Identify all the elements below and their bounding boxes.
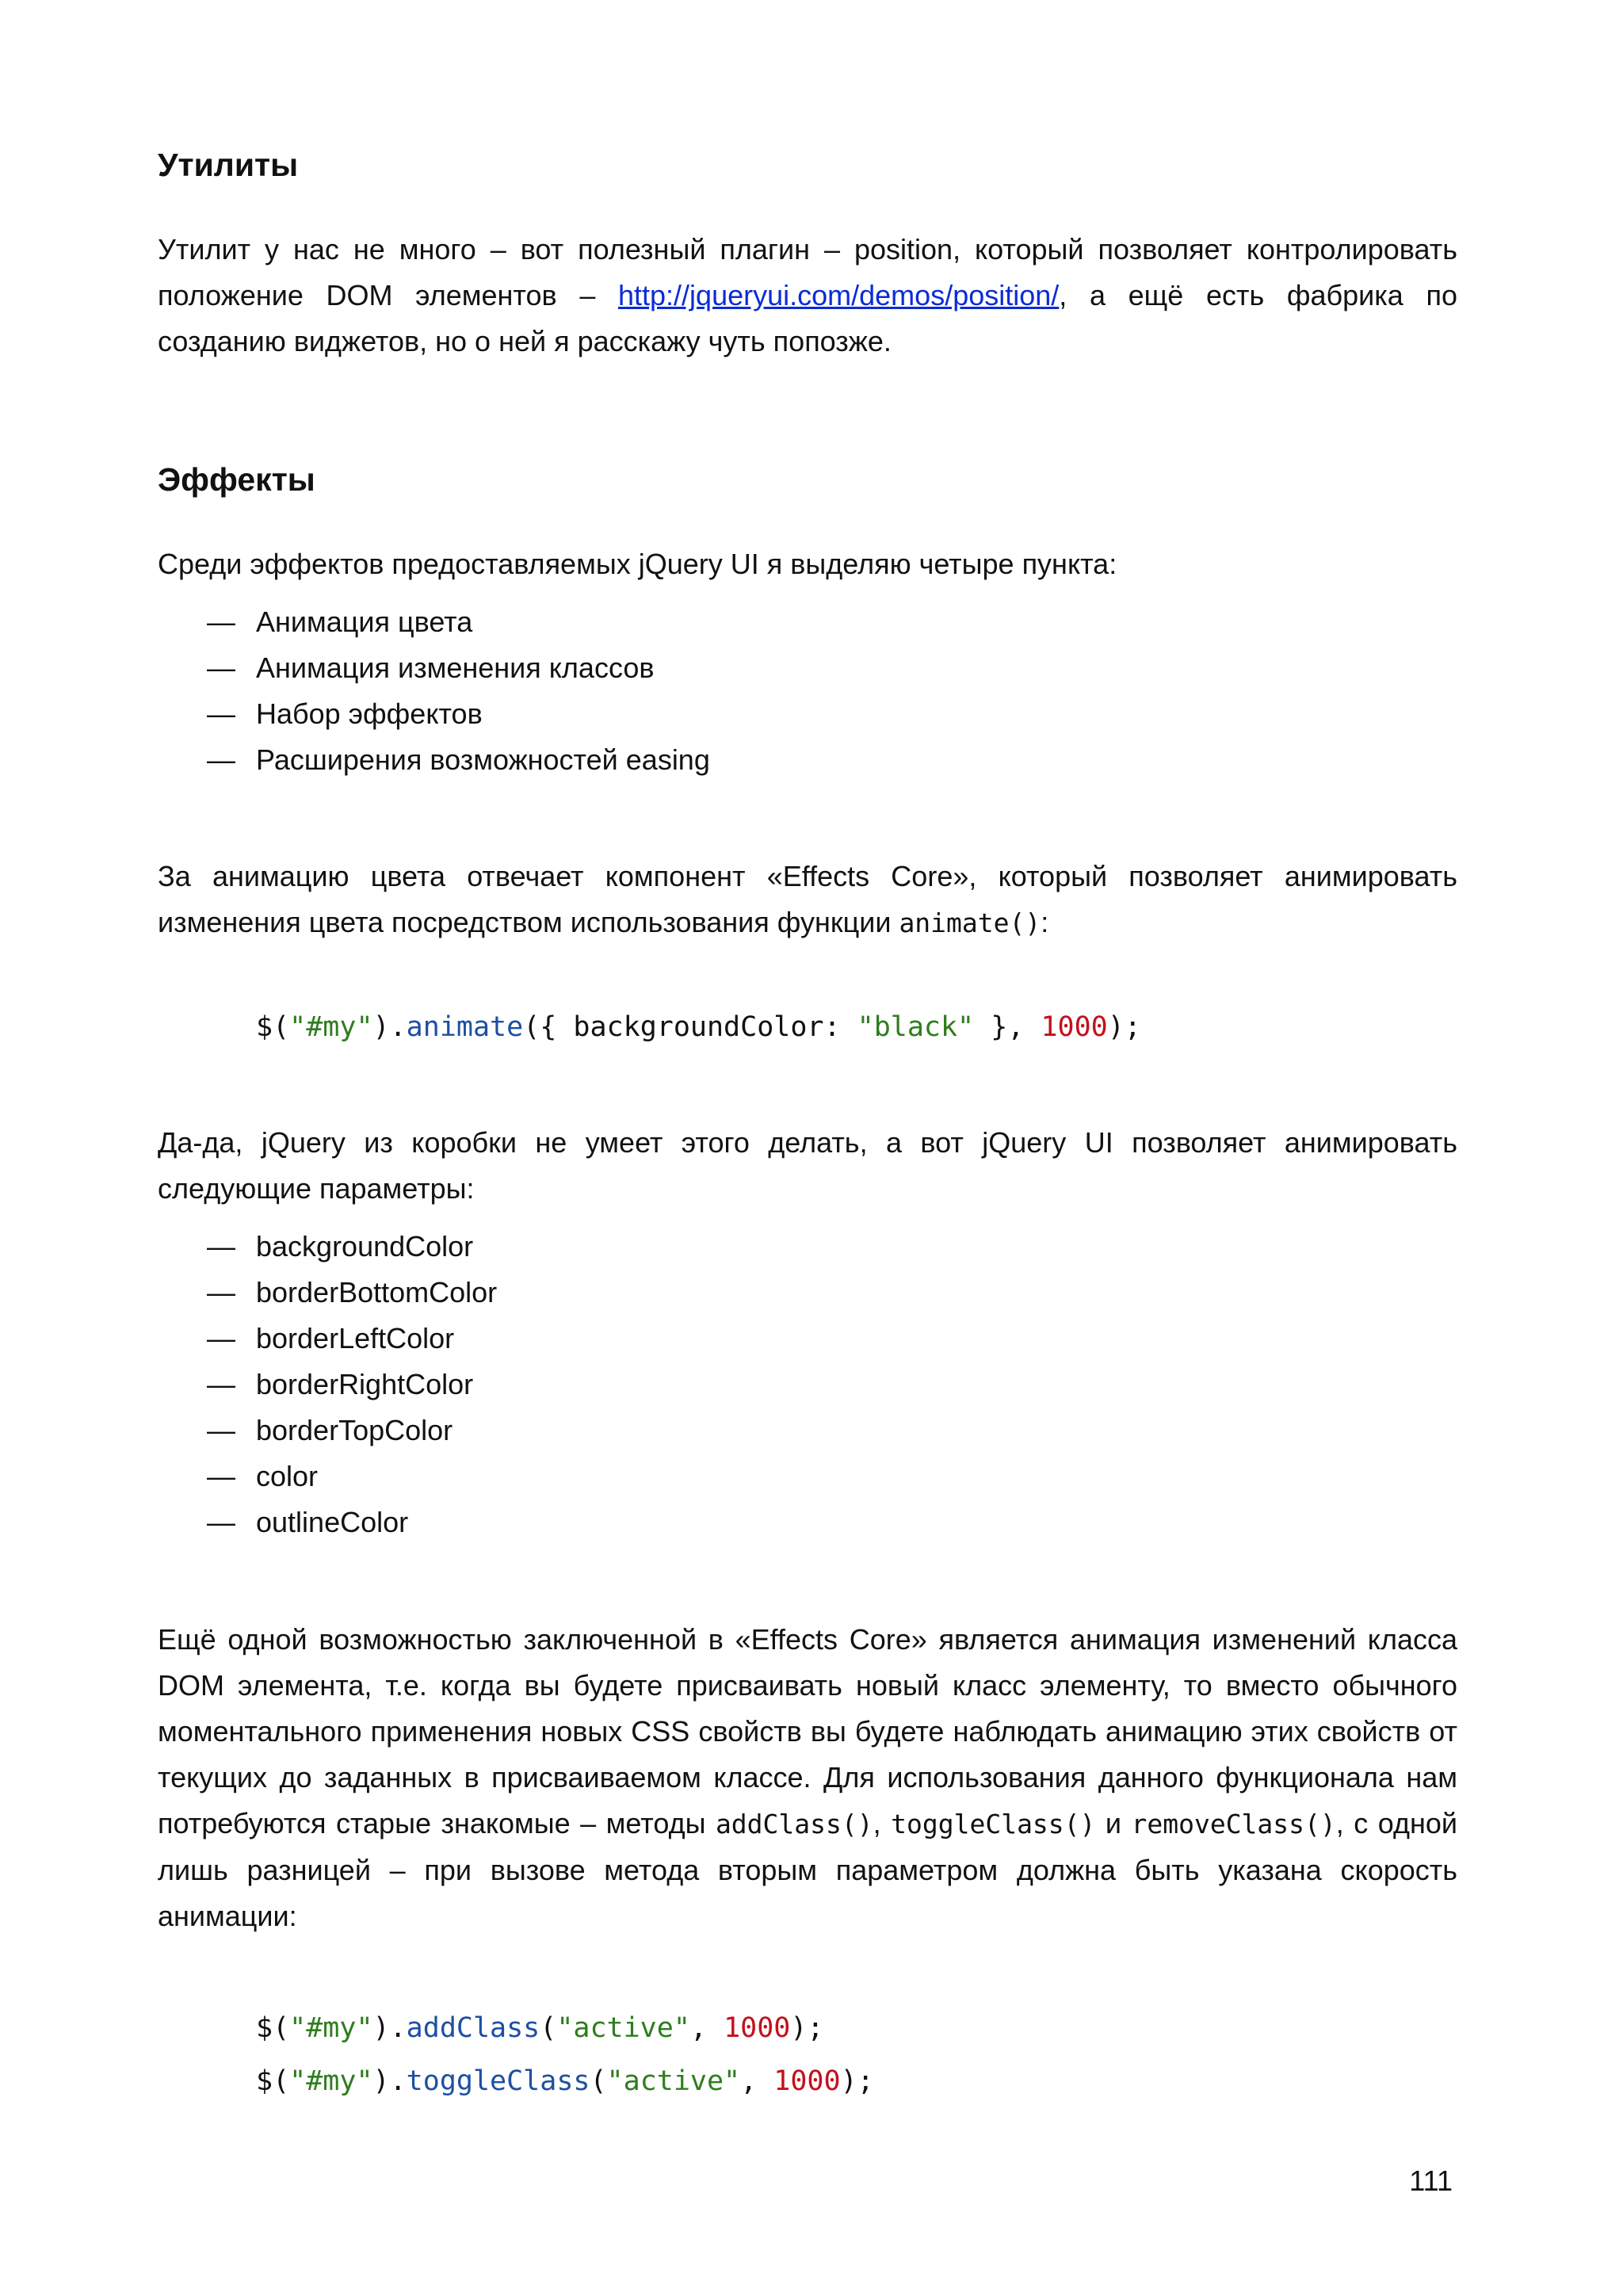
inline-code-removeclass: removeClass() bbox=[1131, 1809, 1336, 1839]
code-string: "#my" bbox=[289, 2065, 373, 2097]
code-token: }, bbox=[974, 1011, 1041, 1043]
code-method: toggleClass bbox=[406, 2065, 590, 2097]
list-item bbox=[158, 1270, 497, 1316]
dash-bullet: — bbox=[207, 1276, 235, 1308]
code-string: "active" bbox=[606, 2065, 741, 2097]
code-string: "#my" bbox=[289, 1011, 373, 1043]
dash-bullet: — bbox=[207, 651, 235, 684]
page-number: 111 bbox=[1409, 2164, 1453, 2197]
list-item-text: borderBottomColor bbox=[256, 1276, 498, 1308]
class-para-text-2: , с одной лишь разницей – при вызове метода вторым параметром должна быть указана скорость анимации: bbox=[158, 1807, 1457, 1932]
code-number: 1000 bbox=[773, 2065, 841, 2097]
list-item-text: Анимация цвета bbox=[256, 606, 473, 638]
dash-bullet: — bbox=[207, 1368, 235, 1400]
dash-bullet: — bbox=[207, 1230, 235, 1263]
code-string: "black" bbox=[857, 1011, 975, 1043]
code-block-class bbox=[256, 2002, 874, 2108]
code-token: ); bbox=[790, 2012, 824, 2044]
code-number: 1000 bbox=[724, 2012, 791, 2044]
dash-bullet: — bbox=[207, 1460, 235, 1492]
heading-utilities: Утилиты bbox=[158, 147, 299, 183]
code-token: ({ backgroundColor: bbox=[523, 1011, 857, 1043]
list-item bbox=[158, 1454, 497, 1499]
list-item bbox=[158, 1316, 497, 1362]
params-list bbox=[158, 1224, 497, 1545]
position-demo-link[interactable]: http://jqueryui.com/demos/position/ bbox=[618, 279, 1060, 311]
color-animation-paragraph bbox=[158, 854, 1457, 946]
list-item bbox=[158, 1408, 497, 1454]
code-line-toggleclass bbox=[256, 2055, 874, 2108]
color-para-text-1: За анимацию цвета отвечает компонент «Effects Core», который позволяет анимировать изменения цвета посредством использования функции bbox=[158, 860, 1457, 938]
dash-bullet: — bbox=[207, 743, 235, 776]
class-para-text-1: Ещё одной возможностью заключенной в «Effects Core» является анимация изменений класса DOM элемента, т.е. когда вы будете присваивать новый класс элементу, то вместо обычного моментального применения новых CSS свойств вы будете наблюдать анимацию этих свойств от текущих до заданных в присваиваемом классе. Для использования данного функционала нам потребуются старые знакомые – методы bbox=[158, 1623, 1457, 1839]
inline-code-animate: animate() bbox=[899, 907, 1041, 938]
code-token: $( bbox=[256, 2012, 290, 2044]
code-token: , bbox=[689, 2012, 724, 2044]
params-paragraph: Да-да, jQuery из коробки не умеет этого делать, а вот jQuery UI позволяет анимировать следующие параметры: bbox=[158, 1126, 1457, 1205]
list-item bbox=[158, 1224, 497, 1270]
effects-intro: Среди эффектов предоставляемых jQuery UI я выделяю четыре пункта: bbox=[158, 548, 1117, 580]
utilities-paragraph bbox=[158, 227, 1457, 365]
list-item-text: Расширения возможностей easing bbox=[256, 743, 710, 776]
class-para-sep: , bbox=[873, 1807, 892, 1839]
list-item bbox=[158, 599, 710, 645]
color-para-text-2: : bbox=[1041, 906, 1049, 938]
code-token: ( bbox=[590, 2065, 607, 2097]
dash-bullet: — bbox=[207, 1322, 235, 1354]
code-string: "active" bbox=[556, 2012, 690, 2044]
class-para-sep: и bbox=[1095, 1807, 1132, 1839]
utilities-text-2: , а ещё есть фабрика по созданию виджетов, но о ней я расскажу чуть попозже. bbox=[158, 279, 1457, 357]
code-token: , bbox=[740, 2065, 774, 2097]
list-item-text: Набор эффектов bbox=[256, 697, 483, 730]
list-item-text: borderLeftColor bbox=[256, 1322, 455, 1354]
list-item-text: borderRightColor bbox=[256, 1368, 474, 1400]
list-item-text: borderTopColor bbox=[256, 1414, 453, 1446]
code-number: 1000 bbox=[1041, 1011, 1108, 1043]
list-item-text: outlineColor bbox=[256, 1506, 409, 1538]
code-token: ( bbox=[540, 2012, 557, 2044]
code-token: ); bbox=[840, 2065, 874, 2097]
dash-bullet: — bbox=[207, 1414, 235, 1446]
code-token: ). bbox=[372, 1011, 407, 1043]
code-token: $( bbox=[256, 2065, 290, 2097]
dash-bullet: — bbox=[207, 606, 235, 638]
code-token: ); bbox=[1107, 1011, 1141, 1043]
inline-code-toggleclass: toggleClass() bbox=[891, 1809, 1096, 1839]
code-method: animate bbox=[406, 1011, 524, 1043]
dash-bullet: — bbox=[207, 697, 235, 730]
inline-code-addclass: addClass() bbox=[715, 1809, 873, 1839]
list-item bbox=[158, 691, 710, 737]
effects-list bbox=[158, 599, 710, 783]
code-token: ). bbox=[372, 2012, 407, 2044]
code-line-addclass bbox=[256, 2002, 874, 2055]
dash-bullet: — bbox=[207, 1506, 235, 1538]
code-token: ). bbox=[372, 2065, 407, 2097]
code-block-animate bbox=[256, 1001, 1141, 1054]
code-method: addClass bbox=[406, 2012, 540, 2044]
class-animation-paragraph bbox=[158, 1617, 1457, 1939]
utilities-text-1: Утилит у нас не много – вот полезный плагин – position, который позволяет контролировать положение DOM элементов – bbox=[158, 233, 1457, 311]
heading-effects: Эффекты bbox=[158, 461, 315, 498]
list-item bbox=[158, 737, 710, 783]
list-item bbox=[158, 1362, 497, 1408]
list-item-text: backgroundColor bbox=[256, 1230, 474, 1263]
list-item-text: Анимация изменения классов bbox=[256, 651, 655, 684]
code-string: "#my" bbox=[289, 2012, 373, 2044]
list-item bbox=[158, 1499, 497, 1545]
list-item bbox=[158, 645, 710, 691]
list-item-text: color bbox=[256, 1460, 319, 1492]
code-token: $( bbox=[256, 1011, 290, 1043]
